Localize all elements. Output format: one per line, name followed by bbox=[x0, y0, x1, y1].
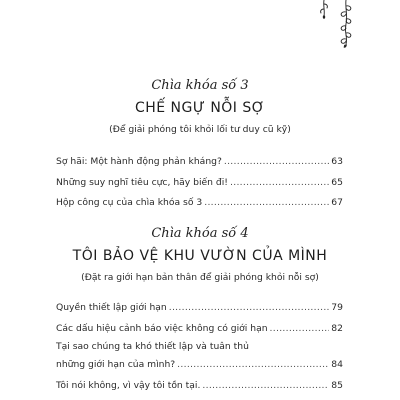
toc-entry-title: Các dấu hiệu cảnh báo việc không có giới hạn bbox=[56, 323, 268, 334]
dot-leader bbox=[204, 197, 329, 208]
toc-entry-title: Quyền thiết lập giới hạn bbox=[56, 302, 167, 313]
toc-entry[interactable] bbox=[56, 323, 343, 334]
toc-entry-page: 84 bbox=[331, 359, 343, 370]
toc-entry[interactable] bbox=[56, 156, 343, 167]
dot-leader bbox=[202, 380, 329, 391]
chapter-3-label: Chìa khóa số 3 bbox=[151, 78, 249, 93]
toc-entry-page: 65 bbox=[331, 177, 343, 188]
toc-entry[interactable] bbox=[56, 359, 343, 370]
dot-leader bbox=[224, 156, 329, 167]
toc-entry-title: Sợ hãi: Một hành động phản kháng? bbox=[56, 156, 222, 167]
chapter-3-subtitle: (Để giải phóng tôi khỏi lối tư duy cũ kỹ) bbox=[109, 124, 291, 135]
vine-ornament-icon bbox=[318, 0, 358, 50]
toc-entry-page: 82 bbox=[331, 323, 343, 334]
toc-entry[interactable] bbox=[56, 197, 343, 208]
dot-leader bbox=[230, 177, 329, 188]
chapter-4-label: Chìa khóa số 4 bbox=[151, 226, 249, 241]
toc-entry-page: 67 bbox=[331, 197, 343, 208]
toc-entry[interactable] bbox=[56, 302, 343, 313]
dot-leader bbox=[177, 359, 329, 370]
toc-entry-title-line1[interactable]: Tại sao chúng ta khó thiết lập và tuân thủ bbox=[56, 341, 249, 352]
chapter-4-subtitle: (Đặt ra giới hạn bản thân để giải phóng khỏi nỗi sợ) bbox=[81, 272, 319, 283]
chapter-4-title: TÔI BẢO VỆ KHU VƯỜN CỦA MÌNH bbox=[72, 248, 328, 264]
toc-entry-page: 63 bbox=[331, 156, 343, 167]
toc-entry-title: Tôi nói không, vì vậy tôi tồn tại. bbox=[56, 380, 201, 391]
toc-entry[interactable] bbox=[56, 177, 343, 188]
toc-entry-title: những giới hạn của mình? bbox=[56, 359, 176, 370]
dot-leader bbox=[169, 302, 330, 313]
toc-entry-page: 79 bbox=[331, 302, 343, 313]
toc-entry-title: Hộp công cụ của chìa khóa số 3 bbox=[56, 197, 203, 208]
chapter-3-title: CHẾ NGỰ NỖI SỢ bbox=[134, 100, 266, 116]
toc-entry-page: 85 bbox=[331, 380, 343, 391]
dot-leader bbox=[270, 323, 330, 334]
toc-entry[interactable] bbox=[56, 380, 343, 391]
toc-entry-title: Những suy nghĩ tiêu cực, hãy biến đi! bbox=[56, 177, 228, 188]
